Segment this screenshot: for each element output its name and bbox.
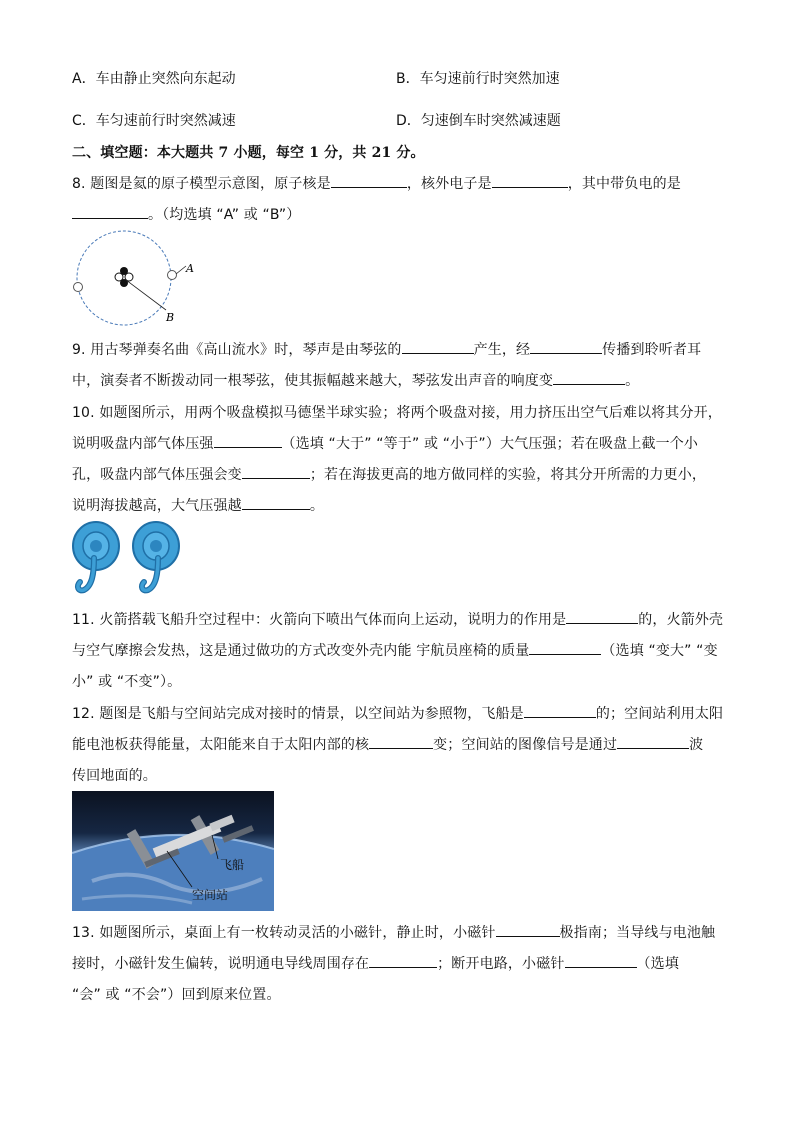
q8-blank-3[interactable] [72, 206, 148, 219]
q8-text-1: 8. 题图是氦的原子模型示意图，原子核是 [72, 176, 331, 192]
q11-blank-1[interactable] [566, 611, 638, 624]
q11-text-4: （选填 “变大” “变 [601, 643, 718, 659]
q10-line-3 [72, 464, 706, 484]
q13-blank-2[interactable] [369, 955, 437, 968]
electron-orbit [77, 231, 171, 325]
q9-text-3: 传播到聆听者耳 [602, 342, 702, 358]
section-title: 二、填空题：本大题共 7 小题，每空 1 分，共 21 分。 [72, 145, 425, 161]
q9-blank-1[interactable] [402, 341, 474, 354]
q9-line-1 [72, 339, 701, 359]
label-a-line [176, 266, 186, 274]
q10-text-4: ；若在海拔更高的地方做同样的实验，将其分开所需的力更小， [309, 467, 707, 483]
q9-text-5: 。 [625, 373, 640, 389]
q12-text-3: 能电池板获得能量，太阳能来自于太阳内部的核 [72, 737, 370, 753]
option-d: D．匀速倒车时突然减速题 [396, 113, 561, 129]
option-a: A．车由静止突然向东起动 [72, 71, 236, 87]
q8-text-4: 。（均选填 “A” 或 “B”） [148, 207, 301, 223]
q9-line-2 [72, 370, 639, 390]
q8-text-3: ，其中带负电的是 [567, 176, 681, 192]
q9-text-2: 产生，经 [473, 342, 531, 358]
label-a: A [186, 262, 194, 275]
q12-line-3: 传回地面的。 [72, 768, 157, 784]
space-station-photo [72, 791, 274, 911]
q11-line-2 [72, 640, 718, 660]
q9-blank-3[interactable] [553, 372, 625, 385]
label-b: B [166, 311, 175, 324]
suction-cup-right-icon [133, 522, 179, 590]
q13-blank-1[interactable] [496, 924, 560, 937]
q9-text-4: 中，演奏者不断拨动同一根琴弦，使其振幅越来越大，琴弦发出声音的响度变 [72, 373, 554, 389]
q13-text-3: 接时，小磁针发生偏转，说明通电导线周围存在 [72, 956, 370, 972]
q11-blank-2[interactable] [529, 642, 601, 655]
q12-line-2 [72, 734, 703, 754]
q10-text-6: 。 [309, 498, 324, 514]
q12-text-1: 12. 题图是飞船与空间站完成对接时的情景，以空间站为参照物，飞船是 [72, 706, 524, 722]
label-b-line [126, 280, 166, 310]
q9-blank-2[interactable] [530, 341, 602, 354]
q10-blank-3[interactable] [242, 497, 310, 510]
q11-line-1 [72, 609, 723, 629]
q11-text-2: 的，火箭外壳 [638, 612, 724, 628]
nucleus-icon [115, 267, 133, 287]
q8-text-2: ，核外电子是 [406, 176, 492, 192]
q10-text-2: （选填 “大于” “等于” 或 “小于”）大气压强；若在吸盘上截一个小 [281, 436, 699, 452]
q12-blank-2[interactable] [369, 736, 433, 749]
q12-text-4: 变；空间站的图像信号是通过 [433, 737, 618, 753]
q10-text-3: 孔，吸盘内部气体压强会变 [72, 467, 242, 483]
q10-text-5: 说明海拔越高，大气压强越 [72, 498, 242, 514]
q13-blank-3[interactable] [565, 955, 637, 968]
q11-line-3: 小” 或 “不变”）。 [72, 674, 182, 690]
q13-line-1 [72, 922, 715, 942]
electron-left [74, 283, 83, 292]
q8-line-1 [72, 173, 681, 193]
q10-line-1: 10. 如题图所示，用两个吸盘模拟马德堡半球实验；将两个吸盘对接，用力挤压出空气后难以将其分开， [72, 405, 722, 421]
q9-text-1: 9. 用古琴弹奏名曲《高山流水》时，琴声是由琴弦的 [72, 342, 402, 358]
q13-line-3: “会” 或 “不会”）回到原来位置。 [72, 987, 281, 1003]
q12-blank-1[interactable] [524, 705, 596, 718]
q13-text-4: ；断开电路，小磁针 [437, 956, 565, 972]
q13-text-1: 13. 如题图所示，桌面上有一枚转动灵活的小磁针，静止时，小磁针 [72, 925, 496, 941]
q8-blank-1[interactable] [331, 175, 407, 188]
q8-blank-2[interactable] [492, 175, 568, 188]
q10-blank-1[interactable] [214, 435, 282, 448]
q13-text-2: 极指南；当导线与电池触 [559, 925, 716, 941]
q12-text-5: 波 [689, 737, 704, 753]
q10-text-1: 说明吸盘内部气体压强 [72, 436, 214, 452]
q12-line-1 [72, 703, 723, 723]
q10-blank-2[interactable] [242, 466, 310, 479]
q12-blank-3[interactable] [617, 736, 689, 749]
suction-cup-left-icon [73, 522, 119, 590]
q11-text-1: 11. 火箭搭载飞船升空过程中：火箭向下喷出气体而向上运动，说明力的作用是 [72, 612, 567, 628]
q12-text-2: 的；空间站利用太阳 [595, 706, 724, 722]
suction-cups-figure [70, 520, 182, 598]
q8-line-2 [72, 204, 300, 224]
q11-text-3: 与空气摩擦会发热，这是通过做功的方式改变外壳内能 宇航员座椅的质量 [72, 643, 530, 659]
helium-atom-figure [66, 228, 206, 328]
option-b: B．车匀速前行时突然加速 [396, 71, 560, 87]
label-ship: 飞船 [220, 858, 245, 872]
label-station: 空间站 [192, 888, 229, 902]
option-c: C．车匀速前行时突然减速 [72, 113, 236, 129]
q10-line-2 [72, 433, 698, 453]
q13-line-2 [72, 953, 679, 973]
q10-line-4 [72, 495, 324, 515]
electron-a [168, 271, 177, 280]
q13-text-5: （选填 [636, 956, 679, 972]
